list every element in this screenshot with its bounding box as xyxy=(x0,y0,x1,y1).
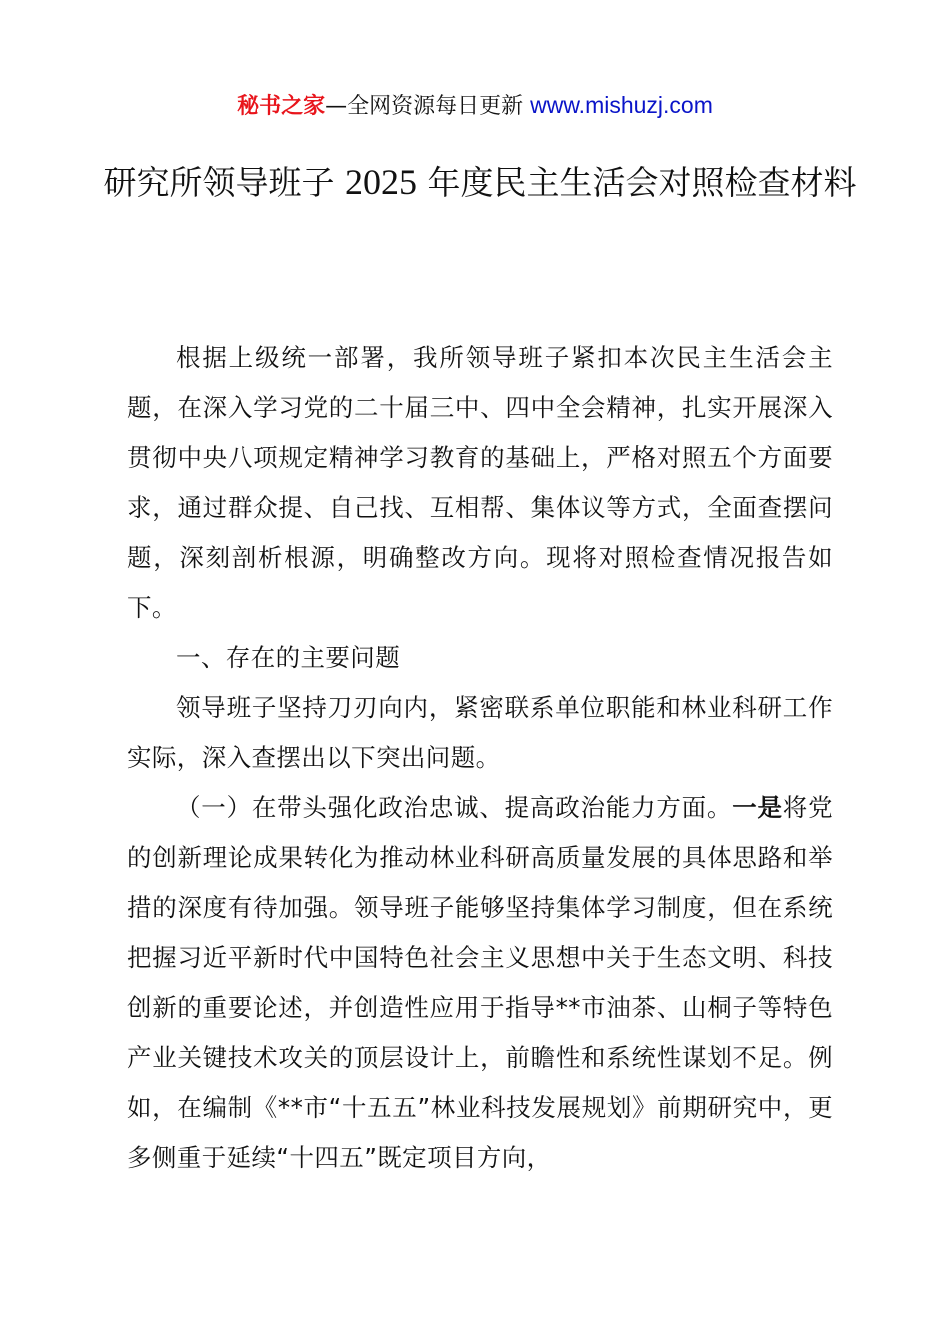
site-url-link[interactable]: www.mishuzj.com xyxy=(530,92,713,118)
brand-name: 秘书之家 xyxy=(237,94,326,119)
point-label: 一是 xyxy=(732,793,783,822)
section-intro-paragraph: 领导班子坚持刀刃向内，紧密联系单位职能和林业科研工作实际，深入查摆出以下突出问题。 xyxy=(127,693,833,772)
intro-paragraph: 根据上级统一部署，我所领导班子紧扣本次民主生活会主题，在深入学习党的二十届三中、四中全会精神，扎实开展深入贯彻中央八项规定精神学习教育的基础上，严格对照五个方面要求，通过群众提、自己找、互相帮、集体议等方式，全面查摆问题，深刻剖析根源，明确整改方向。现将对照检查情况报告如下。 xyxy=(127,343,833,622)
subsection-paragraph xyxy=(127,783,833,1183)
point-text: 将党的创新理论成果转化为推动林业科研高质量发展的具体思路和举措的深度有待加强。领导班子能够坚持集体学习制度，但在系统把握习近平新时代中国特色社会主义思想中关于生态文明、科技创新的重要论述，并创造性应用于指导**市油茶、山桐子等特色产业关键技术攻关的顶层设计上，前瞻性和系统性谋划不足。例如，在编制《**市“十五五”林业科技发展规划》前期研究中，更多侧重于延续“十四五”既定项目方向， xyxy=(127,793,833,1172)
section-heading: 一、存在的主要问题 xyxy=(176,643,401,672)
subsection-heading: （一）在带头强化政治忠诚、提高政治能力方面。 xyxy=(176,793,733,822)
title-part-2: 年度民主生活会对照检查材料 xyxy=(427,163,857,202)
document-body xyxy=(127,333,833,1183)
header-slogan: —全网资源每日更新 xyxy=(325,94,524,119)
watermark-header xyxy=(0,88,950,124)
title-year: 2025 xyxy=(345,162,417,202)
document-title xyxy=(100,158,860,207)
title-part-1: 研究所领导班子 xyxy=(103,163,335,202)
